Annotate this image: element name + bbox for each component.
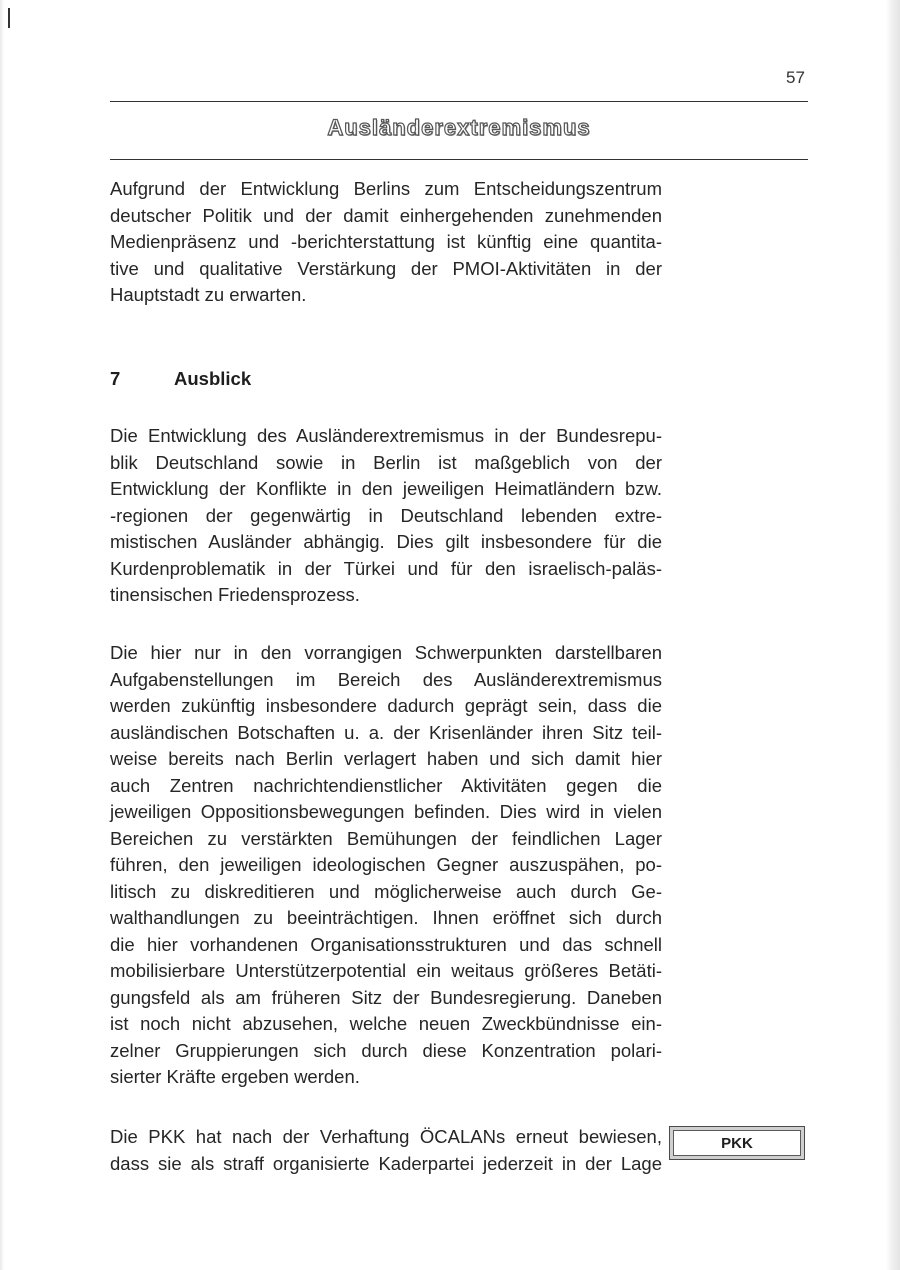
intro-line: tive und qualitative Verstärkung der PMOI-Aktivitäten in der bbox=[110, 257, 662, 279]
intro-line: deutscher Politik und der damit einhergehenden zunehmenden bbox=[110, 204, 662, 226]
intro-line: Hauptstadt zu erwarten. bbox=[110, 284, 307, 305]
paragraph-line: zelner Gruppierungen sich durch diese Konzentration polari- bbox=[110, 1039, 662, 1061]
paragraph-3 bbox=[110, 1124, 662, 1177]
paragraph-line: Entwicklung der Konflikte in den jeweiligen Heimatländern bzw. bbox=[110, 478, 662, 499]
paragraph-line: gungsfeld als am früheren Sitz der Bundesregierung. Daneben bbox=[110, 986, 662, 1008]
paragraph-line: Die PKK hat nach der Verhaftung ÖCALANs erneut bewiesen, bbox=[110, 1126, 662, 1147]
intro-line: Aufgrund der Entwicklung Berlins zum Entscheidungszentrum bbox=[110, 178, 662, 199]
paragraph-line: Die hier nur in den vorrangigen Schwerpunkten darstellbaren bbox=[110, 642, 662, 663]
paragraph-line: Bereichen zu verstärkten Bemühungen der feindlichen Lager bbox=[110, 827, 662, 849]
page-right-edge bbox=[886, 0, 900, 1270]
paragraph-line: Die Entwicklung des Ausländerextremismus in der Bundesrepu- bbox=[110, 425, 662, 446]
paragraph-line: mobilisierbare Unterstützerpotential ein weitaus größeres Betäti- bbox=[110, 960, 662, 981]
paragraph-line: ist noch nicht abzusehen, welche neuen Zweckbündnisse ein- bbox=[110, 1013, 662, 1034]
section-title: Ausblick bbox=[174, 368, 252, 389]
header-rule-bottom bbox=[110, 159, 808, 160]
paragraph-line: jeweiligen Oppositionsbewegungen befinden. Dies wird in vielen bbox=[110, 801, 662, 822]
paragraph-line: tinensischen Friedensprozess. bbox=[110, 584, 360, 605]
paragraph-line: walthandlungen zu beeinträchtigen. Ihnen eröffnet sich durch bbox=[110, 907, 662, 928]
paragraph-line: dass sie als straff organisierte Kaderpartei jederzeit in der Lage bbox=[110, 1152, 662, 1174]
paragraph-line: auch Zentren nachrichtendienstlicher Aktivitäten gegen die bbox=[110, 774, 662, 796]
section-number: 7 bbox=[110, 368, 121, 389]
paragraph-line: Kurdenproblematik in der Türkei und für den israelisch-paläs- bbox=[110, 557, 662, 579]
page-number: 57 bbox=[786, 68, 805, 87]
paragraph-line: ausländischen Botschaften u. a. der Krisenländer ihren Sitz teil- bbox=[110, 721, 662, 743]
paragraph-line: führen, den jeweiligen ideologischen Gegner auszuspähen, po- bbox=[110, 854, 662, 875]
paragraph-line: werden zukünftig insbesondere dadurch geprägt sein, dass die bbox=[110, 695, 662, 716]
paragraph-line: weise bereits nach Berlin verlagert haben und sich damit hier bbox=[110, 748, 662, 769]
paragraph-line: Aufgabenstellungen im Bereich des Ausländerextremismus bbox=[110, 668, 662, 690]
intro-line: Medienpräsenz und -berichterstattung ist künftig eine quantita- bbox=[110, 231, 662, 252]
page-left-edge bbox=[0, 0, 4, 1270]
paragraph-line: sierter Kräfte ergeben werden. bbox=[110, 1066, 360, 1087]
section-heading bbox=[110, 368, 251, 390]
header-rule-top bbox=[110, 101, 808, 102]
paragraph-2 bbox=[110, 640, 662, 1091]
header-title: Ausländerextremismus bbox=[327, 115, 591, 140]
paragraph-line: die hier vorhandenen Organisationsstrukturen und das schnell bbox=[110, 933, 662, 955]
scan-mark bbox=[8, 8, 10, 28]
paragraph-1 bbox=[110, 423, 662, 609]
intro-paragraph bbox=[110, 176, 662, 309]
paragraph-line: -regionen der gegenwärtig in Deutschland lebenden extre- bbox=[110, 504, 662, 526]
margin-label-pkk: PKK bbox=[669, 1126, 805, 1160]
paragraph-line: mistischen Ausländer abhängig. Dies gilt insbesondere für die bbox=[110, 531, 662, 552]
paragraph-line: blik Deutschland sowie in Berlin ist maßgeblich von der bbox=[110, 451, 662, 473]
paragraph-line: litisch zu diskreditieren und möglicherweise auch durch Ge- bbox=[110, 880, 662, 902]
